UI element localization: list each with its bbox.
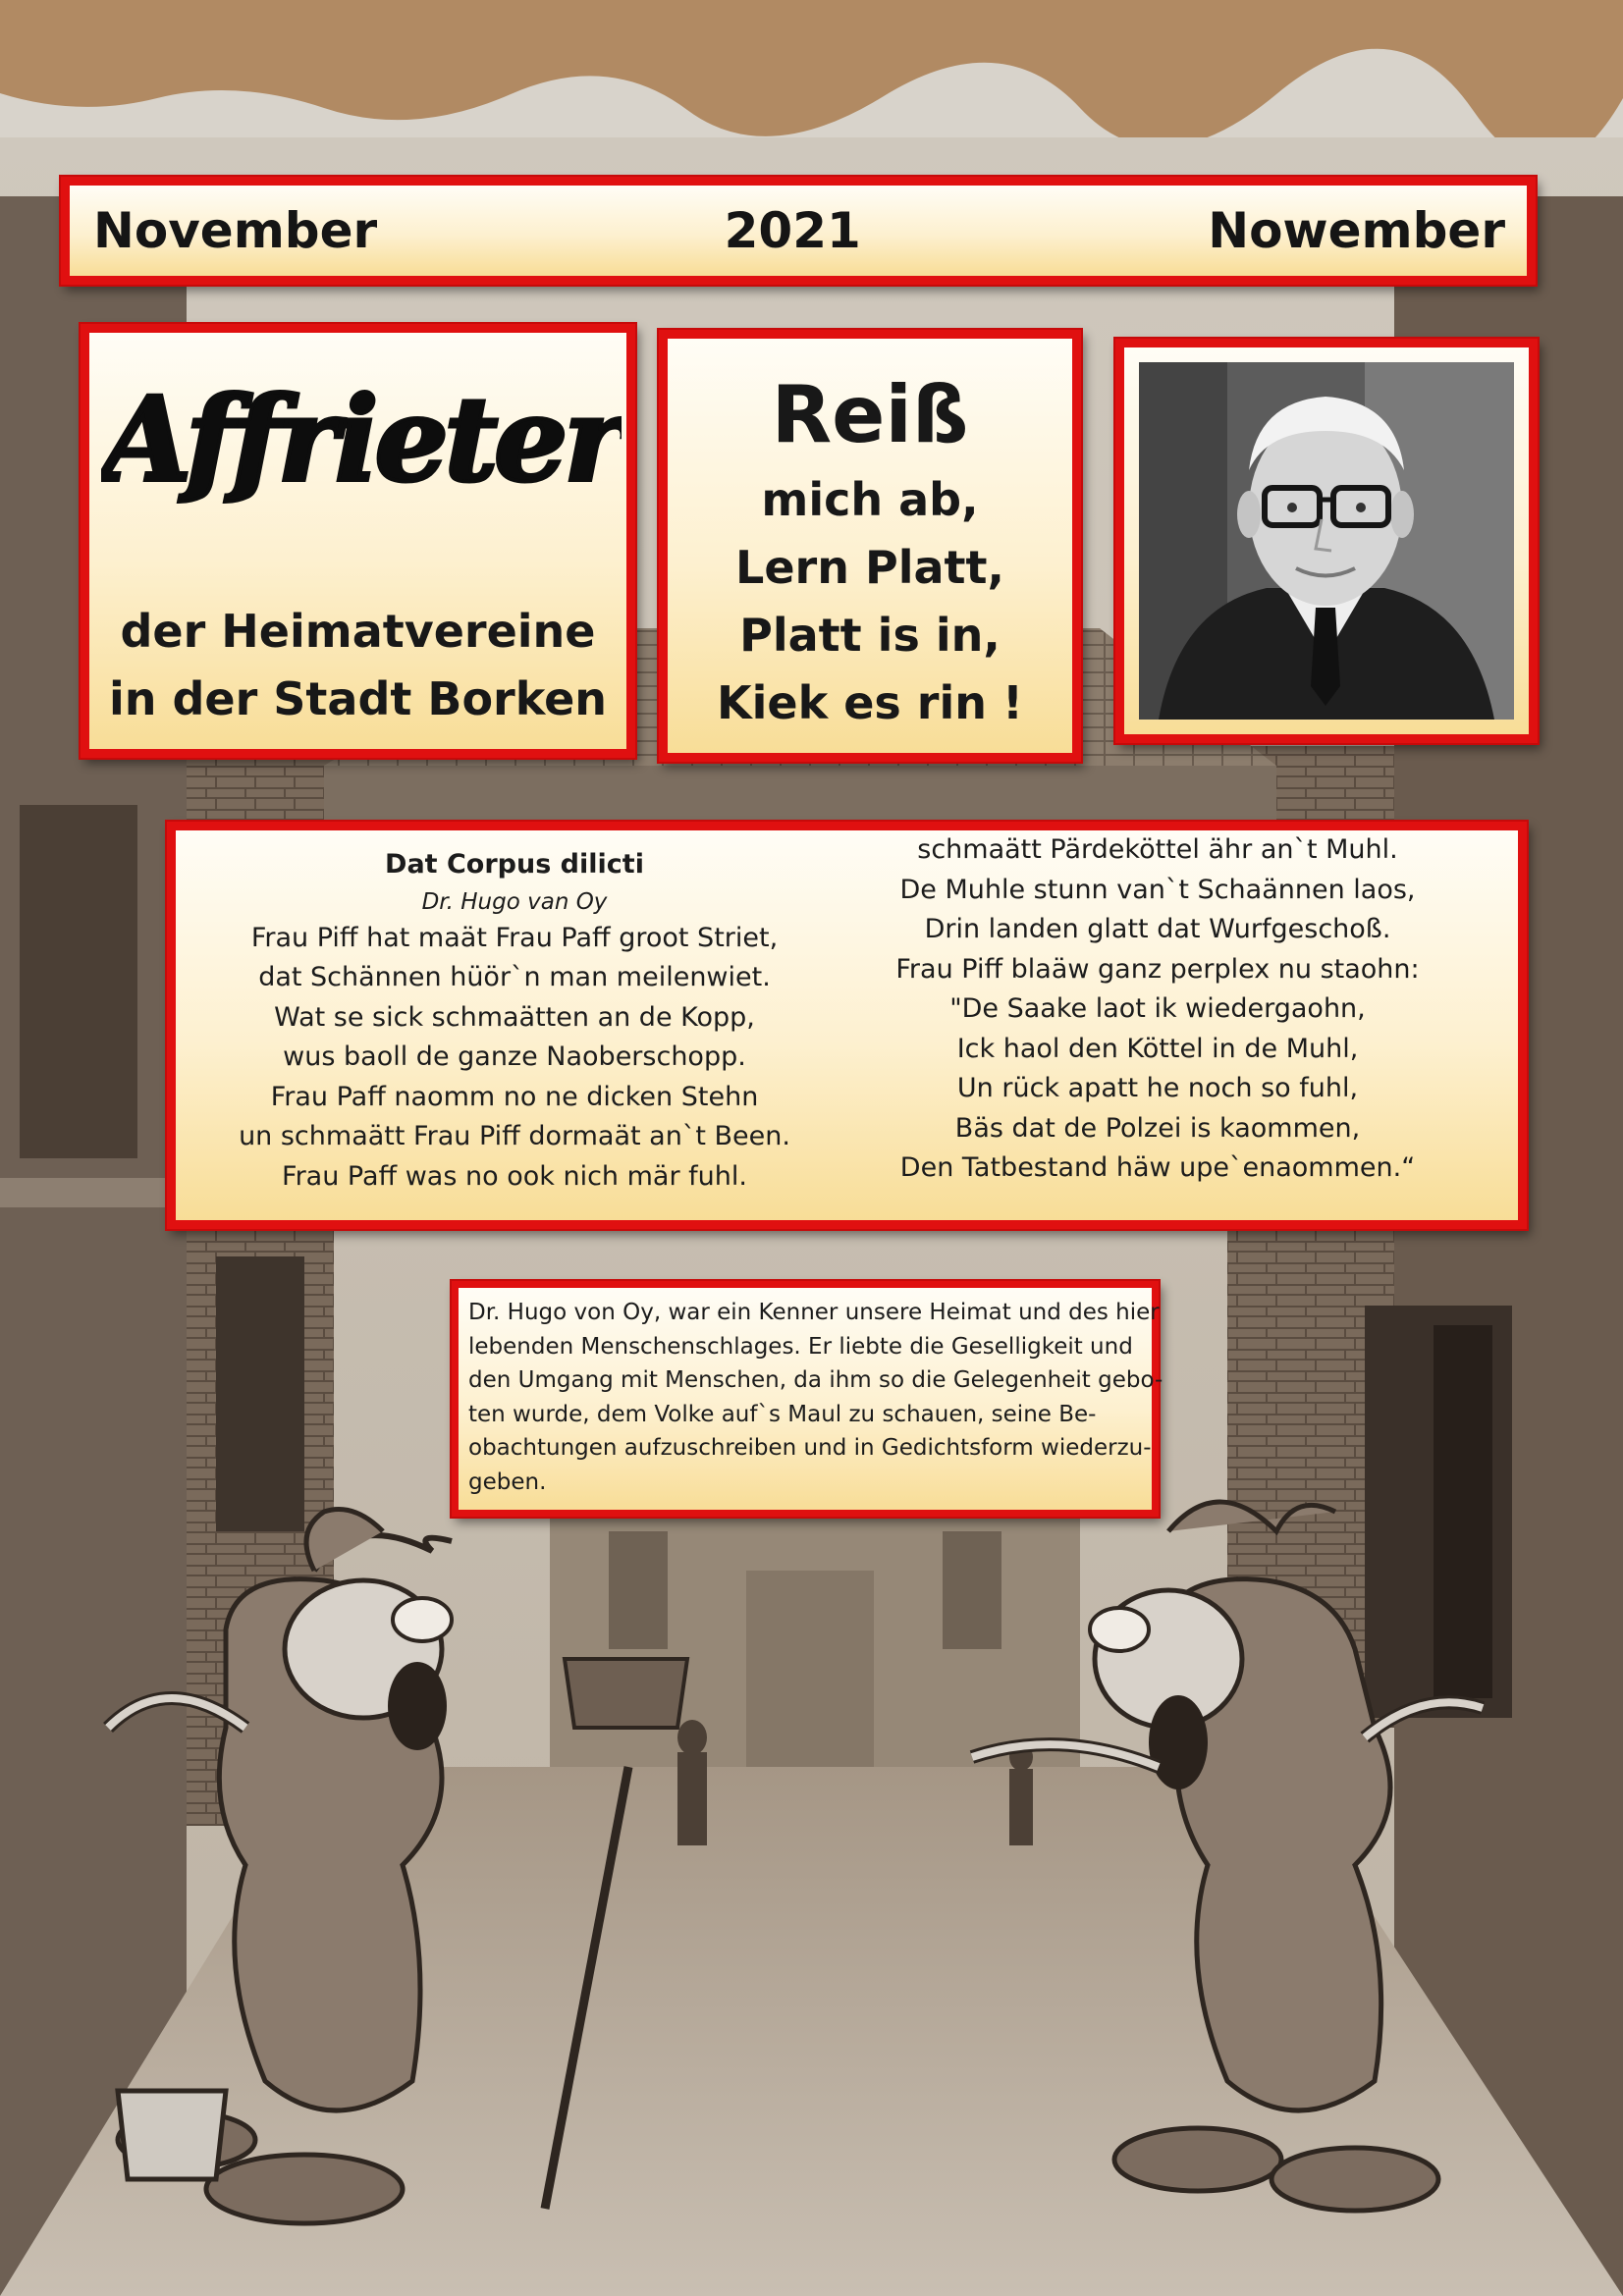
subtitle <box>89 598 626 733</box>
subtitle-line: der Heimatvereine <box>120 605 596 658</box>
motto-lines <box>668 466 1072 737</box>
poem-column-right <box>843 830 1472 1189</box>
poem-line: Frau Paff was no ook nich mär fuhl. <box>282 1160 747 1192</box>
poem-line: Frau Piff blaäw ganz perplex nu staohn: <box>895 953 1420 985</box>
motto-line: Kiek es rin ! <box>716 676 1023 729</box>
bio-line: obachtungen aufzuschreiben und in Gedichtsform wiederzu- <box>468 1435 1152 1461</box>
bio-line: geben. <box>468 1468 547 1495</box>
bio-line: Dr. Hugo von Oy, war ein Kenner unsere Heimat und des hier <box>468 1300 1160 1325</box>
bio-line: lebenden Menschenschlages. Er liebte die Geselligkeit und <box>468 1333 1133 1360</box>
poem-line: "De Saake laot ik wiedergaohn, <box>949 993 1366 1024</box>
poem-box <box>167 822 1527 1229</box>
date-header-bar <box>61 177 1536 285</box>
poem-line: De Muhle stunn van`t Schaännen laos, <box>899 874 1416 905</box>
portrait-photo-box <box>1115 339 1538 743</box>
logo-text: Affrieter <box>101 371 622 507</box>
motto-line: mich ab, <box>761 473 979 526</box>
author-bio-box <box>452 1281 1163 1517</box>
motto-box <box>659 330 1081 762</box>
poem-line: Wat se sick schmaätten an de Kopp, <box>274 1001 755 1033</box>
motto-line: Lern Platt, <box>735 541 1004 594</box>
affrieter-logo <box>101 352 622 529</box>
motto-headline: Reiß <box>771 369 969 460</box>
poem-line: wus baoll de ganze Naoberschopp. <box>283 1041 746 1072</box>
motto-line: Platt is in, <box>739 609 1001 662</box>
year: 2021 <box>724 202 861 259</box>
poem-line: Drin landen glatt dat Wurfgeschoß. <box>924 914 1391 944</box>
bio-line: ten wurde, dem Volke auf`s Maul zu schauen, seine Be- <box>468 1401 1097 1427</box>
bio-line: den Umgang mit Menschen, da ihm so die Gelegenheit gebo- <box>468 1367 1163 1393</box>
month-german: November <box>93 202 378 259</box>
poem-line: Un rück apatt he noch so fuhl, <box>956 1073 1359 1103</box>
poem-author: Dr. Hugo van Oy <box>421 888 608 915</box>
poem-line: un schmaätt Frau Piff dormaät an`t Been. <box>239 1121 790 1151</box>
subtitle-line: in der Stadt Borken <box>108 672 608 725</box>
month-platt: Nowember <box>1208 202 1505 259</box>
title-box <box>81 324 635 758</box>
poem-line: dat Schännen hüör`n man meilenwiet. <box>258 962 771 992</box>
poem-line: Frau Paff naomm no ne dicken Stehn <box>270 1081 759 1112</box>
poem-line: schmaätt Pärdeköttel ähr an`t Muhl. <box>917 834 1398 865</box>
poem-line: Frau Piff hat maät Frau Paff groot Striet, <box>250 922 779 953</box>
poem-title: Dat Corpus dilicti <box>385 849 644 880</box>
poem-line: Den Tatbestand häw upe`enaommen.“ <box>899 1152 1416 1183</box>
portrait-photo <box>1139 362 1514 720</box>
poem-line: Ick haol den Köttel in de Muhl, <box>956 1033 1359 1064</box>
poem-column-left <box>210 845 819 1197</box>
poem-line: Bäs dat de Polzei is kaommen, <box>954 1112 1361 1144</box>
